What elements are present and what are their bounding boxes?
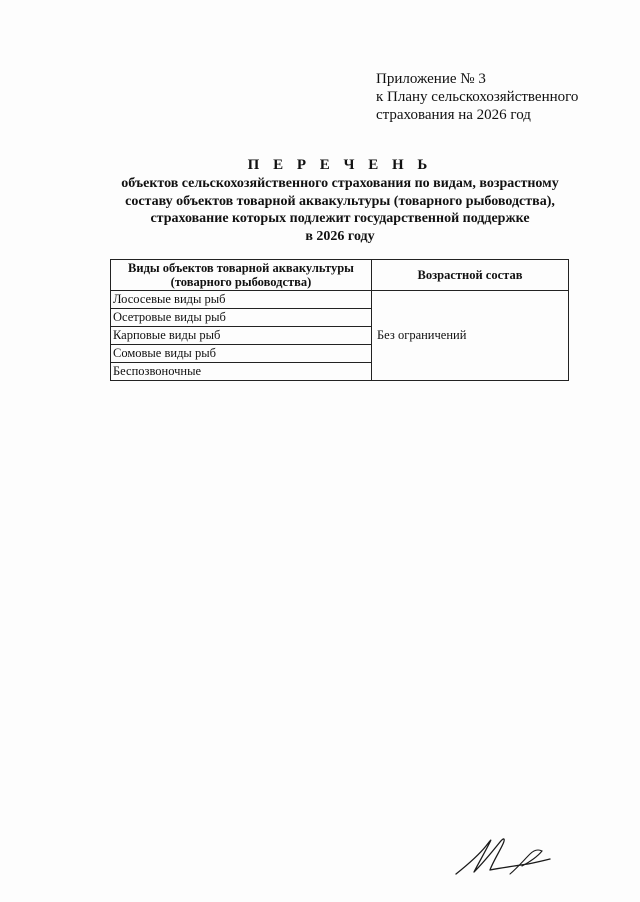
document-heading	[60, 156, 620, 245]
appendix-number: Приложение № 3	[376, 71, 486, 87]
appendix-note	[376, 70, 578, 124]
appendix-plan-reference: к Плану сельскохозяйственного	[376, 89, 579, 105]
appendix-year-reference: страхования на 2026 год	[376, 107, 531, 123]
species-cell: Карповые виды рыб	[111, 327, 372, 345]
species-cell: Беспозвоночные	[111, 363, 372, 381]
document-title: П Е Р Е Ч Е Н Ь	[247, 157, 433, 173]
table-header-row	[111, 260, 569, 291]
species-cell: Осетровые виды рыб	[111, 309, 372, 327]
handwritten-signature	[452, 834, 552, 882]
species-cell: Лососевые виды рыб	[111, 291, 372, 309]
subtitle-line-4: в 2026 году	[305, 228, 375, 244]
species-cell: Сомовые виды рыб	[111, 345, 372, 363]
subtitle-line-3: страхование которых подлежит государственной поддержке	[150, 211, 530, 226]
header-species: Виды объектов товарной аквакультуры (товарного рыбоводства)	[111, 260, 372, 291]
table-row	[111, 291, 569, 309]
header-age-composition: Возрастной состав	[372, 260, 569, 291]
subtitle-line-1: объектов сельскохозяйственного страхования по видам, возрастному	[121, 176, 559, 191]
insurance-objects-table	[110, 259, 569, 381]
subtitle-line-2: составу объектов товарной аквакультуры (товарного рыбоводства),	[125, 193, 555, 209]
age-composition-cell: Без ограничений	[372, 291, 569, 381]
